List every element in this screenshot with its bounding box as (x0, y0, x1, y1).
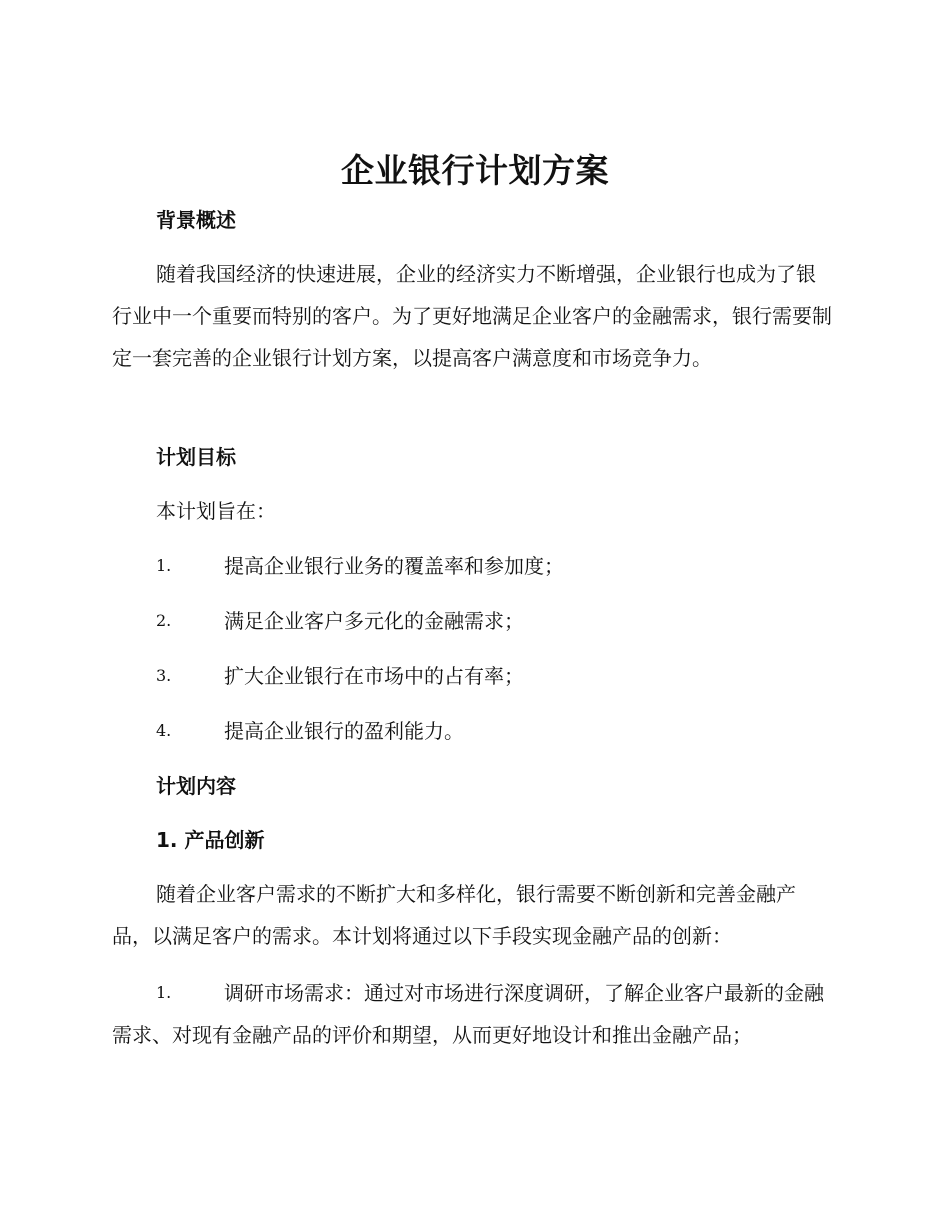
list-number: 1. (156, 556, 172, 575)
list-text: 调研市场需求：通过对市场进行深度调研，了解企业客户最新的金融需求、对现有金融产品的评价和期望，从而更好地设计和推出金融产品； (112, 981, 824, 1047)
content-paragraph: 随着企业客户需求的不断扩大和多样化，银行需要不断创新和完善金融产品，以满足客户的需求。本计划将通过以下手段实现金融产品的创新： (112, 882, 796, 948)
section-heading-goals: 计划目标 (156, 445, 236, 469)
background-paragraph: 随着我国经济的快速进展，企业的经济实力不断增强，企业银行也成为了银行业中一个重要而特别的客户。为了更好地满足企业客户的金融需求，银行需要制定一套完善的企业银行计划方案，以提高客户满意度和市场竞争力。 (112, 262, 832, 370)
list-number: 2. (156, 611, 172, 630)
section-heading-background: 背景概述 (156, 208, 236, 232)
list-text: 提高企业银行业务的覆盖率和参加度； (224, 554, 564, 578)
list-item (112, 972, 834, 1056)
goals-intro: 本计划旨在： (156, 499, 276, 523)
list-number: 1. (156, 983, 172, 1002)
list-text: 提高企业银行的盈利能力。 (224, 719, 464, 743)
subsection-heading-product-innovation: 1. 产品创新 (156, 828, 265, 852)
section-heading-content: 计划内容 (156, 774, 236, 798)
list-number: 3. (156, 666, 172, 685)
list-number: 4. (156, 721, 172, 740)
list-text: 扩大企业银行在市场中的占有率； (224, 664, 524, 688)
list-text: 满足企业客户多元化的金融需求； (224, 609, 524, 633)
document-title: 企业银行计划方案 (341, 151, 609, 190)
